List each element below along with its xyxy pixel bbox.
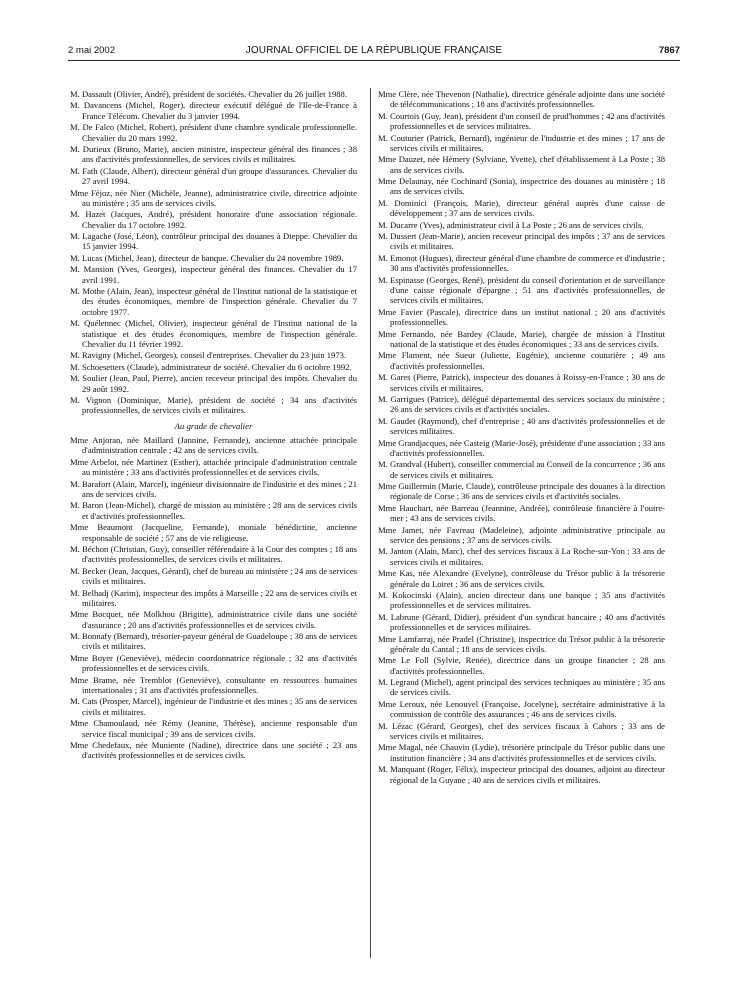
decoration-entry: Mme Delaunay, née Cochinard (Sonia), inspectrice des douanes au ministère ; 18 ans de services civils.: [378, 176, 665, 197]
decoration-entry: M. Barafort (Alain, Marcel), ingénieur divisionnaire de l'industrie et des mines ; 21 ans de services civils.: [70, 478, 357, 499]
decoration-entry: Mme Fernando, née Bardey (Claude, Marie), chargée de mission à l'Institut national de la statistique et des études économiques ; 33 ans de services civils.: [378, 328, 665, 349]
decoration-entry: M. Bonnafy (Bernard), trésorier-payeur général de Guadeloupe ; 38 ans de services civils et militaires.: [70, 631, 357, 652]
decoration-entry: M. Janton (Alain, Marc), chef des services fiscaux à La Roche-sur-Yon ; 33 ans de services civils et militaires.: [378, 546, 665, 567]
decoration-entry: M. Lucas (Michel, Jean), directeur de banque. Chevalier du 24 novembre 1989.: [70, 252, 344, 263]
decoration-entry: Mme Jamet, née Favreau (Madeleine), adjointe administrative principale au service des pensions ; 37 ans de services civils.: [378, 524, 665, 545]
decoration-entry: Mme Flament, née Sueur (Juliette, Eugénie), ancienne couturière ; 49 ans d'activités professionnelles.: [378, 350, 665, 371]
decoration-entry: M. Espinasse (Georges, René), président du conseil d'orientation et de surveillance d'une caisse régionale d'épargne ; 51 ans d'activités professionnelles, de services civils et militaires.: [378, 274, 665, 306]
decoration-entry: Mme Lamfarraj, née Pradel (Christine), inspectrice du Trésor public à la trésorerie générale du Cantal ; 18 ans de services civils.: [378, 633, 665, 654]
decoration-entry: M. Béchon (Christian, Guy), conseiller référendaire à la Cour des comptes ; 18 ans d'activités professionnelles, de services civils et militaires.: [70, 543, 357, 565]
decoration-entry: M. Baron (Jean-Michel), chargé de mission au ministère ; 28 ans de services civils et d'activités professionnelles.: [70, 500, 357, 521]
decoration-entry: M. Kokocinski (Alain), ancien directeur dans une banque ; 35 ans d'activités professionnelles et de services militaires.: [378, 589, 665, 611]
page-header: [68, 45, 680, 59]
decoration-entry: Mme Beaumont (Jacqueline, Fernande), moniale bénédictine, ancienne responsable de société ; 57 ans de vie religieuse.: [70, 522, 357, 543]
header-rule: [68, 60, 680, 61]
decoration-entry: Mme Clère, née Thevenon (Nathalie), directrice générale adjointe dans une société de télécommunications ; 18 ans d'activités professionnelles.: [378, 89, 665, 110]
publication-date: 2 mai 2002: [68, 45, 116, 56]
decoration-entry: Mme Hauchart, née Barreau (Jeannine, Andrée), contrôleuse financière à l'outre-mer ; 43 ans de services civils.: [378, 502, 665, 524]
decoration-entry: M. Legrand (Michel), agent principal des services techniques au ministère ; 35 ans de services civils.: [378, 677, 665, 698]
decoration-entry: Mme Brame, née Tremblot (Geneviève), consultante en ressources humaines internationales ; 31 ans d'activités professionnelles.: [70, 674, 357, 695]
decoration-entry: Mme Kas, née Alexandre (Evelyne), contrôleuse du Trésor public à la trésorerie générale du Loiret ; 36 ans de services civils.: [378, 568, 665, 589]
decoration-entry: M. Schoesetters (Claude), administrateur de société. Chevalier du 6 octobre 1992.: [70, 361, 352, 372]
decoration-entry: M. Dominici (François, Marie), directeur général auprès d'une caisse de développement ; 37 ans de services civils.: [378, 197, 665, 219]
decoration-entry: Mme Féjoz, née Nier (Michèle, Jeanne), administratrice civile, directrice adjointe au ministère ; 35 ans de services civils.: [70, 187, 357, 208]
decoration-entry: Mme Arbelot, née Martinez (Esther), attachée principale d'administration centrale au ministère ; 33 ans d'activités professionnelles et de services civils.: [70, 456, 357, 478]
decoration-entry: M. Dussert (Jean-Marie), ancien receveur principal des impôts ; 37 ans de services civils et militaires.: [378, 231, 665, 252]
decoration-entry: M. Vignon (Dominique, Marie), président de société ; 34 ans d'activités professionnelles, de services civils et militaires.: [70, 395, 357, 416]
decoration-entry: M. Grandval (Hubert), conseiller commercial au Conseil de la concurrence ; 36 ans de services civils et militaires.: [378, 459, 665, 480]
section-subheading: Au grade de chevalier: [174, 420, 253, 431]
page-number: 7867: [658, 45, 680, 56]
decoration-entry: Mme Guillermin (Marie, Claude), contrôleuse principale des douanes à la direction régionale de Corse ; 36 ans de services civils et d'activités sociales.: [378, 481, 665, 502]
decoration-entry: M. Gaudet (Raymond), chef d'entreprise ; 40 ans d'activités professionnelles et de services militaires.: [378, 415, 665, 437]
decoration-entry: M. Gares (Pierre, Patrick), inspecteur des douanes à Roissy-en-France ; 30 ans de services civils et militaires.: [378, 372, 665, 393]
decoration-entry: M. Labrune (Gérard, Didier), président d'un syndicat bancaire ; 40 ans d'activités professionnelles et de services militaires.: [378, 611, 665, 633]
decoration-entry: M. Lézac (Gérard, Georges), chef des services fiscaux à Cahors ; 33 ans de services civils et militaires.: [378, 720, 665, 741]
decoration-entry: Mme Anjoran, née Maillard (Jannine, Fernande), ancienne attachée principale d'administration centrale ; 42 ans de services civils.: [70, 435, 357, 456]
decoration-entry: M. Hazet (Jacques, André), président honoraire d'une association régionale. Chevalier du 17 octobre 1992.: [70, 209, 357, 230]
decoration-entry: M. Manquant (Roger, Félix), inspecteur principal des douanes, adjoint au directeur régional de la Guyane ; 40 ans de services civils et militaires.: [378, 764, 665, 785]
right-entries: [378, 89, 665, 785]
decoration-entry: Mme Chamoulaud, née Rémy (Jeanine, Thérèse), ancienne responsable d'un service fiscal municipal ; 39 ans de services civils.: [70, 718, 357, 739]
decoration-entry: Mme Boyer (Geneviève), médecin coordonnatrice régionale ; 32 ans d'activités professionnelles et de services civils.: [70, 652, 357, 674]
decoration-entry: Mme Grandjacques, née Casteig (Marie-José), présidente d'une association ; 33 ans d'activités professionnelles.: [378, 437, 665, 458]
decoration-entry: Mme Chedefaux, née Muniente (Nadine), directrice dans une société ; 23 ans d'activités professionnelles et de services civils.: [70, 740, 357, 761]
column-divider: [370, 88, 371, 958]
decoration-entry: M. Ducarre (Yves), administrateur civil à La Poste ; 26 ans de services civils.: [378, 219, 644, 230]
left-entries-after: [70, 435, 357, 761]
decoration-entry: Mme Leroux, née Lenouvel (Françoise, Jocelyne), secrétaire administrative à la commission de contrôle des assurances ; 46 ans de services civils.: [378, 698, 665, 720]
decoration-entry: M. Cats (Prosper, Marcel), ingénieur de l'industrie et des mines ; 35 ans de services civils et militaires.: [70, 696, 357, 717]
decoration-entry: M. Fath (Claude, Albert), directeur général d'un groupe d'assurances. Chevalier du 27 avril 1994.: [70, 165, 357, 187]
decoration-entry: M. De Falco (Michel, Robert), président d'une chambre syndicale professionnelle. Chevalier du 20 mars 1992.: [70, 122, 357, 143]
decoration-entry: M. Quélennec (Michel, Olivier), inspecteur général de l'Institut national de la statistique et des études économiques, membre de l'inspection générale. Chevalier du 11 février 1992.: [70, 318, 357, 349]
decoration-entry: M. Couturier (Patrick, Bernard), ingénieur de l'industrie et des mines ; 17 ans de services civils et militaires.: [378, 132, 665, 153]
decoration-entry: M. Durieux (Bruno, Marie), ancien ministre, inspecteur général des finances ; 38 ans d'activités professionnelles, de services civils et militaires.: [70, 144, 357, 165]
decoration-entry: M. Mansion (Yves, Georges), inspecteur général des finances. Chevalier du 17 avril 1991.: [70, 264, 357, 285]
decoration-entry: M. Becker (Jean, Jacques, Gérard), chef de bureau au ministère ; 24 ans de services civils et militaires.: [70, 565, 357, 587]
decoration-entry: M. Mothe (Alain, Jean), inspecteur général de l'Institut national de la statistique et des études économiques, membre de l'inspection générale. Chevalier du 7 octobre 1977.: [70, 286, 357, 317]
decoration-entry: M. Courtois (Guy, Jean), président d'un conseil de prud'hommes ; 42 ans d'activités professionnelles et de services militaires.: [378, 110, 665, 132]
decoration-entry: M. Soulier (Jean, Paul, Pierre), ancien receveur principal des impôts. Chevalier du 29 août 1992.: [70, 373, 357, 394]
decoration-entry: Mme Le Foll (Sylvie, Renée), directrice dans un groupe financier ; 28 ans d'activités professionnelles.: [378, 655, 665, 676]
decoration-entry: Mme Bocquet, née Molkhou (Brigitte), administratrice civile dans une société d'assurance ; 20 ans d'activités professionnelles et de services civils.: [70, 609, 357, 630]
journal-title: JOURNAL OFFICIEL DE LA RÉPUBLIQUE FRANÇAISE: [245, 45, 503, 56]
decoration-entry: M. Emonot (Hugues), directeur général d'une chambre de commerce et d'industrie ; 30 ans d'activités professionnelles.: [378, 252, 665, 274]
decoration-entry: Mme Magal, née Chauvin (Lydie), trésorière principale du Trésor public dans une institution financière ; 34 ans d'activités professionnelles et de services civils.: [378, 742, 665, 763]
decoration-entry: Mme Favier (Pascale), directrice dans un institut national ; 20 ans d'activités professionnelles.: [378, 306, 665, 328]
left-column: [70, 89, 357, 762]
decoration-entry: M. Lagache (José, Léon), contrôleur principal des douanes à Dieppe. Chevalier du 15 janvier 1994.: [70, 231, 357, 252]
left-entries-before: [70, 89, 357, 416]
decoration-entry: Mme Dauzet, née Hémery (Sylviane, Yvette), chef d'établissement à La Poste ; 38 ans de services civils.: [378, 154, 665, 175]
decoration-entry: M. Garrigues (Patrice), délégué départemental des services sociaux du ministère ; 26 ans de services civils et d'activités sociales.: [378, 393, 665, 415]
decoration-entry: M. Belhadj (Karim), inspecteur des impôts à Marseille ; 22 ans de services civils et militaires.: [70, 587, 357, 608]
decoration-entry: M. Dassault (Olivier, André), président de sociétés. Chevalier du 26 juillet 1988.: [70, 89, 347, 99]
decoration-entry: M. Ravigny (Michel, Georges), conseil d'entreprises. Chevalier du 23 juin 1973.: [70, 350, 347, 361]
right-column: [378, 89, 665, 786]
decoration-entry: M. Davancens (Michel, Roger), directeur exécutif délégué de l'Ile-de-France à France Télécom. Chevalier du 3 janvier 1994.: [70, 100, 357, 121]
